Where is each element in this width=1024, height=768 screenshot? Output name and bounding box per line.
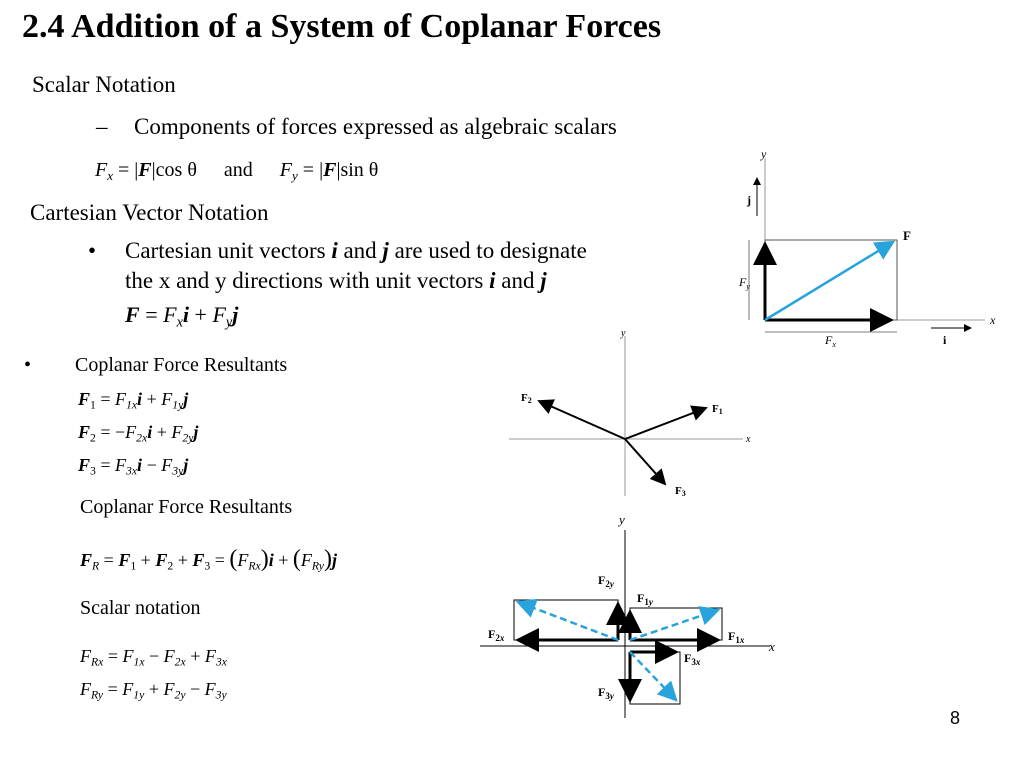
dash-bullet: –: [96, 114, 108, 139]
f1-arrow: [625, 408, 706, 439]
eq-and: and: [223, 159, 253, 181]
cartesian-heading: Cartesian Vector Notation: [30, 200, 269, 225]
scalar-notation-heading: Scalar Notation: [32, 72, 176, 97]
y-axis-label: y: [621, 328, 626, 339]
slide-title: 2.4 Addition of a System of Coplanar Forces: [22, 8, 662, 45]
f2y-label: $F_{2y}$: [598, 573, 614, 589]
fy-label: $F_y$: [739, 275, 750, 291]
x-axis-label: x: [990, 313, 996, 327]
f1-dashed: [630, 610, 718, 640]
f2-dashed: [518, 602, 618, 640]
frx-equation: $F_{Rx} = F_{1x} - F_{2x} + F_{3x}$: [80, 646, 227, 669]
f1-label: F1: [712, 403, 723, 416]
fry-equation: $F_{Ry} = F_{1y} + F_{2y} - F_{3y}$: [80, 679, 227, 702]
cartesian-line-2: the x and y directions with unit vectors i and j: [125, 268, 547, 293]
scalar-bullet-text: Components of forces expressed as algebraic scalars: [134, 114, 617, 139]
f3-arrow: [625, 439, 665, 484]
j-label: j: [747, 193, 751, 207]
f3x-label: $F_{3x}$: [684, 651, 701, 667]
resultant-equation: $F_R = F_1 + F_2 + F_3 = (F_{Rx})i + (F_{Ry})j$: [80, 546, 337, 573]
resultants-heading: Coplanar Force Resultants: [75, 354, 288, 376]
cartesian-vector-equation: $F = F_xi + F_yj$: [125, 302, 239, 331]
scalar-equation: $F_x = |F|\cos$ θ and $F_y = |F|\sin$ θ: [95, 159, 379, 183]
cartesian-line-1: Cartesian unit vectors i and j are used to designate: [125, 238, 587, 263]
components-figure: [480, 510, 780, 722]
bullet-dot-2: •: [24, 354, 32, 376]
f3-equation: $F_3 = F_{3x}i - F_{3y}j$: [78, 455, 189, 478]
bullet-dot: •: [88, 238, 97, 263]
x-axis-label: x: [746, 434, 751, 445]
f1y-label: $F_{1y}$: [637, 591, 653, 607]
f2-label: F2: [521, 392, 532, 405]
slide-number: 8: [950, 708, 961, 728]
y-axis-label: y: [619, 512, 625, 527]
vector-components-figure: [735, 148, 1005, 348]
x-axis-label: x: [769, 639, 775, 654]
f2-equation: $F_2 = -F_{2x}i + F_{2y}j$: [78, 422, 199, 445]
y-axis-label: y: [761, 148, 767, 161]
three-forces-figure: [505, 328, 765, 500]
f2-arrow: [539, 401, 625, 439]
resultants-heading-2: Coplanar Force Resultants: [80, 496, 293, 518]
f3y-label: $F_{3y}$: [598, 685, 614, 701]
f3-label: F3: [675, 485, 686, 498]
f-label: F: [903, 228, 911, 243]
f2x-label: $F_{2x}$: [488, 627, 505, 643]
fx-label: $F_x$: [825, 333, 836, 348]
f1-equation: $F_1 = F_{1x}i + F_{1y}j$: [78, 389, 189, 412]
scalar-notation-label: Scalar notation: [80, 597, 201, 619]
f3-dashed: [630, 652, 676, 700]
f1x-label: $F_{1x}$: [728, 629, 745, 645]
i-label: i: [943, 333, 947, 347]
f-vector: [765, 242, 893, 320]
